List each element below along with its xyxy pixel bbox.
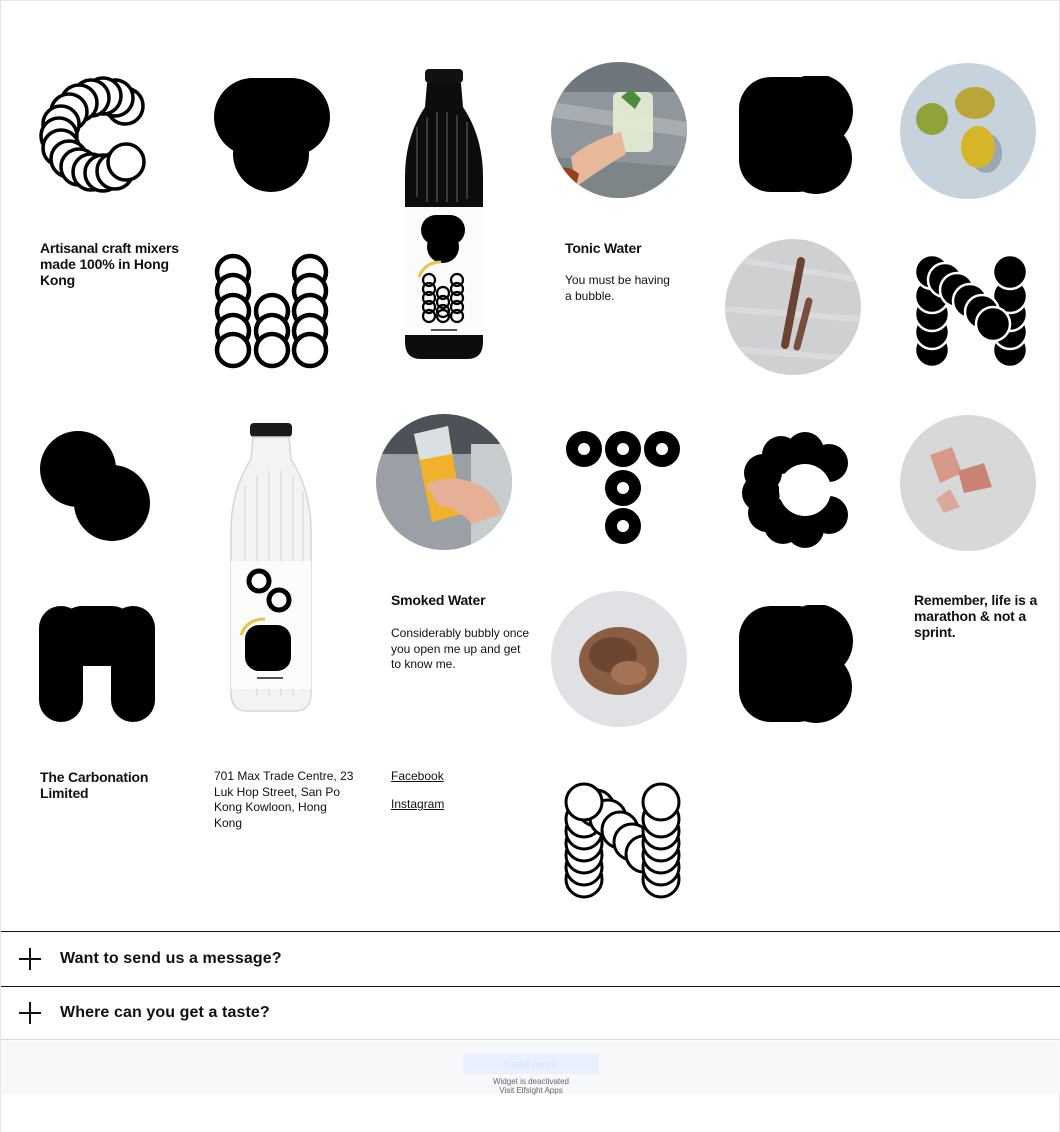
motto: Remember, life is a marathon & not a sprint.: [914, 592, 1038, 640]
logo-c-rings-icon: [39, 76, 149, 194]
smoked-drink-photo: [376, 414, 512, 550]
company-address: 701 Max Trade Centre, 23 Luk Hop Street, San Po Kong Kowloon, Hong Kong: [214, 769, 354, 830]
smoked-water-bottle: [229, 421, 313, 713]
logo-t-rings-icon: [564, 429, 682, 547]
mojito-glass-photo: [551, 62, 687, 198]
accordion-label: Want to send us a message?: [60, 949, 282, 967]
cinnamon-sticks-photo: [725, 239, 861, 375]
facebook-link[interactable]: Facebook: [391, 769, 444, 783]
logo-b-blob-bottom-icon: [738, 605, 856, 723]
tonic-water-bottle: [401, 67, 487, 363]
logo-m-blob-icon: [38, 605, 156, 723]
wood-chips-photo: [551, 591, 687, 727]
product-name-smoked: Smoked Water: [391, 592, 486, 608]
salt-rocks-photo: [900, 415, 1036, 551]
logo-c-circles-icon: [741, 431, 853, 549]
product-description-tonic: You must be having a bubble.: [565, 273, 670, 303]
plus-icon: [19, 948, 41, 970]
elfsight-link[interactable]: Visit Elfsight Apps: [499, 1086, 563, 1095]
load-more-button[interactable]: Load more: [463, 1054, 599, 1074]
accordion-label: Where can you get a taste?: [60, 1004, 270, 1021]
logo-o-twin-circles-icon: [38, 429, 154, 545]
logo-m-rings-icon: [213, 253, 331, 371]
product-description-smoked: Considerably bubbly once you open me up and get to know me.: [391, 626, 530, 671]
plus-icon: [19, 1002, 41, 1024]
instagram-link[interactable]: Instagram: [391, 797, 445, 811]
logo-o-blob-icon: [213, 76, 331, 194]
logo-n-filled-icon: [915, 254, 1029, 370]
logo-b-blob-icon: [738, 76, 856, 194]
company-name: The Carbonation Limited: [40, 769, 149, 801]
accordion-send-message[interactable]: [1, 931, 1060, 985]
lemons-limes-photo: [900, 63, 1036, 199]
product-name-tonic: Tonic Water: [565, 240, 642, 256]
intro-tagline: Artisanal craft mixers made 100% in Hong Kong: [40, 240, 179, 288]
elfsight-widget: [1, 1041, 1060, 1094]
widget-status: Widget is deactivated: [492, 1077, 570, 1086]
logo-n-rings-icon: [564, 782, 682, 900]
accordion-where-to-taste[interactable]: [1, 986, 1060, 1040]
